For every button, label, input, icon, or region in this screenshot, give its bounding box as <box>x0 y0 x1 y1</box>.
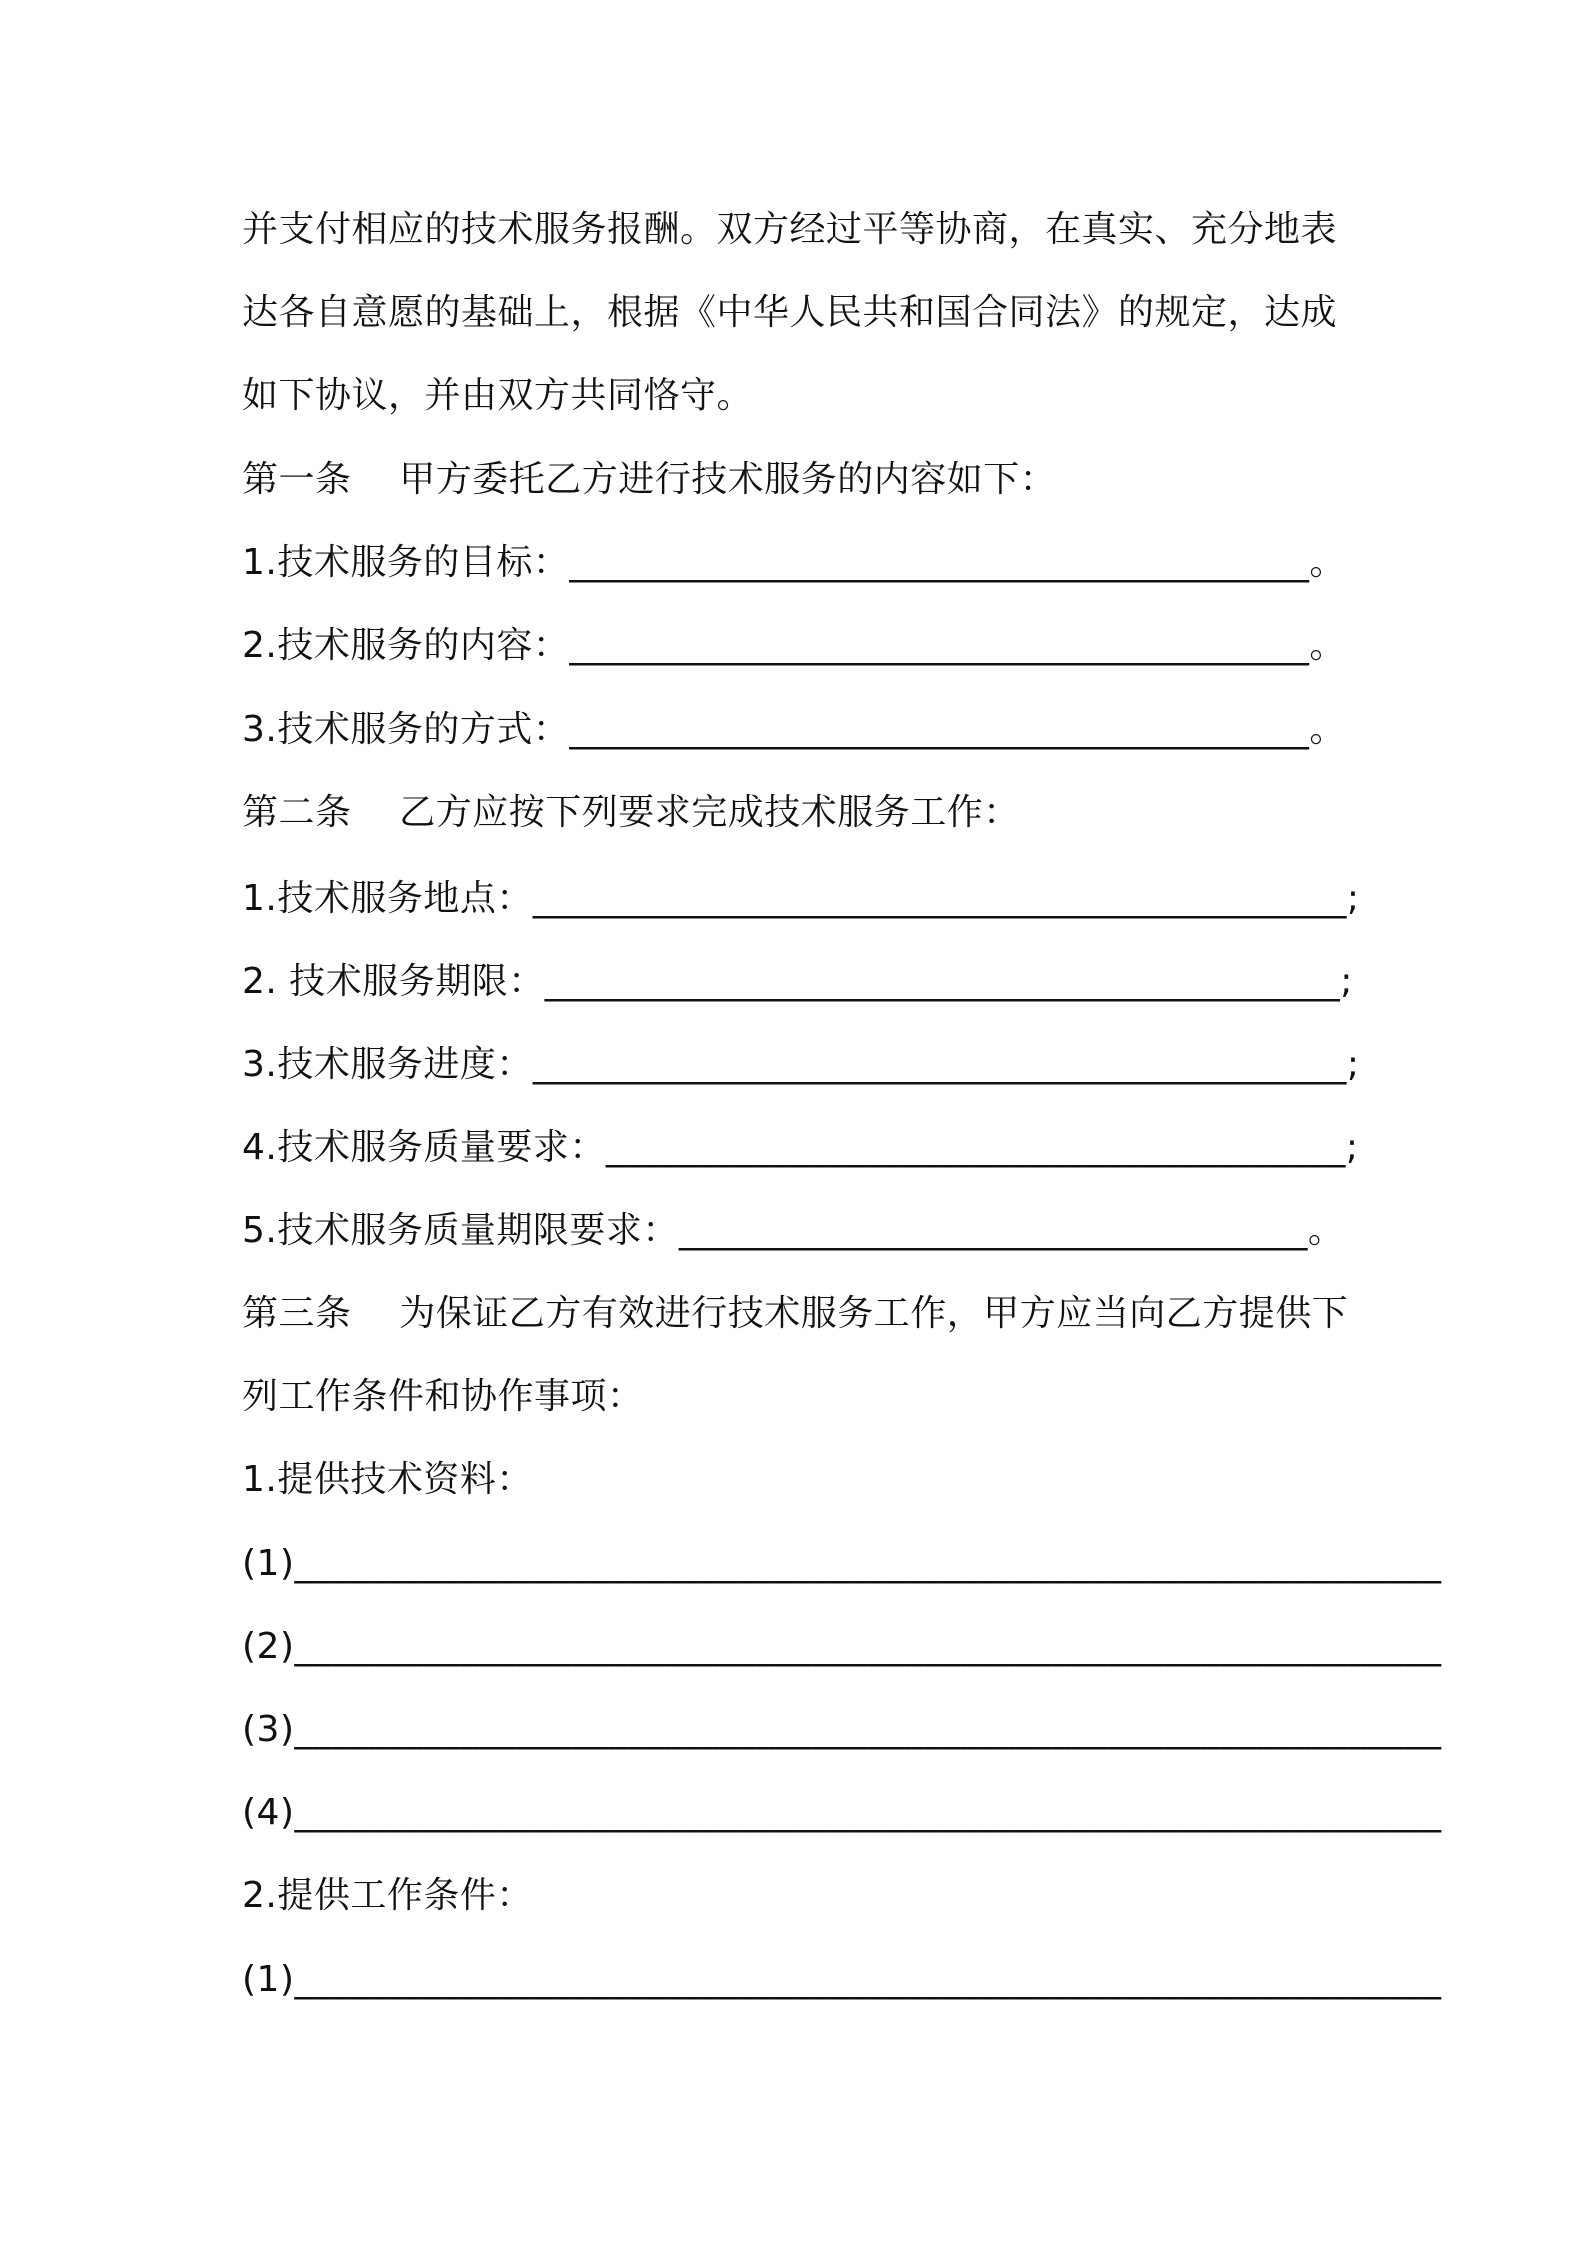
article-3-sub-1-item-2: (2)______________________________________________________________ <box>242 1626 1442 1667</box>
intro-line-2: 达各自意愿的基础上，根据《中华人民共和国合同法》的规定，达成 <box>242 292 1338 333</box>
article-3-heading-line-1: 第三条 为保证乙方有效进行技术服务工作，甲方应当向乙方提供下 <box>242 1293 1349 1334</box>
article-2-item-1: 1.技术服务地点：____________________________________________; <box>242 878 1360 919</box>
article-1-heading: 第一条 甲方委托乙方进行技术服务的内容如下： <box>242 459 1057 500</box>
article-1-item-2: 2.技术服务的内容：________________________________________。 <box>242 625 1346 666</box>
article-3-sub-1-item-4: (4)______________________________________________________________ <box>242 1792 1442 1833</box>
article-3-sub-2-item-1: (1)______________________________________________________________ <box>242 1959 1442 2000</box>
article-1-item-3: 3.技术服务的方式：________________________________________。 <box>242 709 1346 750</box>
article-2-item-3: 3.技术服务进度：____________________________________________; <box>242 1044 1360 1085</box>
article-2-item-2: 2. 技术服务期限：___________________________________________; <box>242 961 1353 1002</box>
article-3-sub-1-title: 1.提供技术资料： <box>242 1459 533 1500</box>
article-3-heading-line-2: 列工作条件和协作事项： <box>242 1376 644 1417</box>
intro-line-1: 并支付相应的技术服务报酬。双方经过平等协商，在真实、充分地表 <box>242 209 1338 250</box>
article-1-item-1: 1.技术服务的目标：________________________________________。 <box>242 542 1346 583</box>
article-3-sub-1-item-3: (3)______________________________________________________________ <box>242 1709 1442 1750</box>
article-2-item-4: 4.技术服务质量要求：________________________________________; <box>242 1127 1359 1168</box>
article-3-sub-2-title: 2.提供工作条件： <box>242 1875 533 1916</box>
intro-line-3: 如下协议，并由双方共同恪守。 <box>242 375 754 416</box>
article-2-heading: 第二条 乙方应按下列要求完成技术服务工作： <box>242 792 1020 833</box>
article-3-sub-1-item-1: (1)______________________________________________________________ <box>242 1543 1442 1584</box>
article-2-item-5: 5.技术服务质量期限要求：__________________________________。 <box>242 1210 1345 1251</box>
